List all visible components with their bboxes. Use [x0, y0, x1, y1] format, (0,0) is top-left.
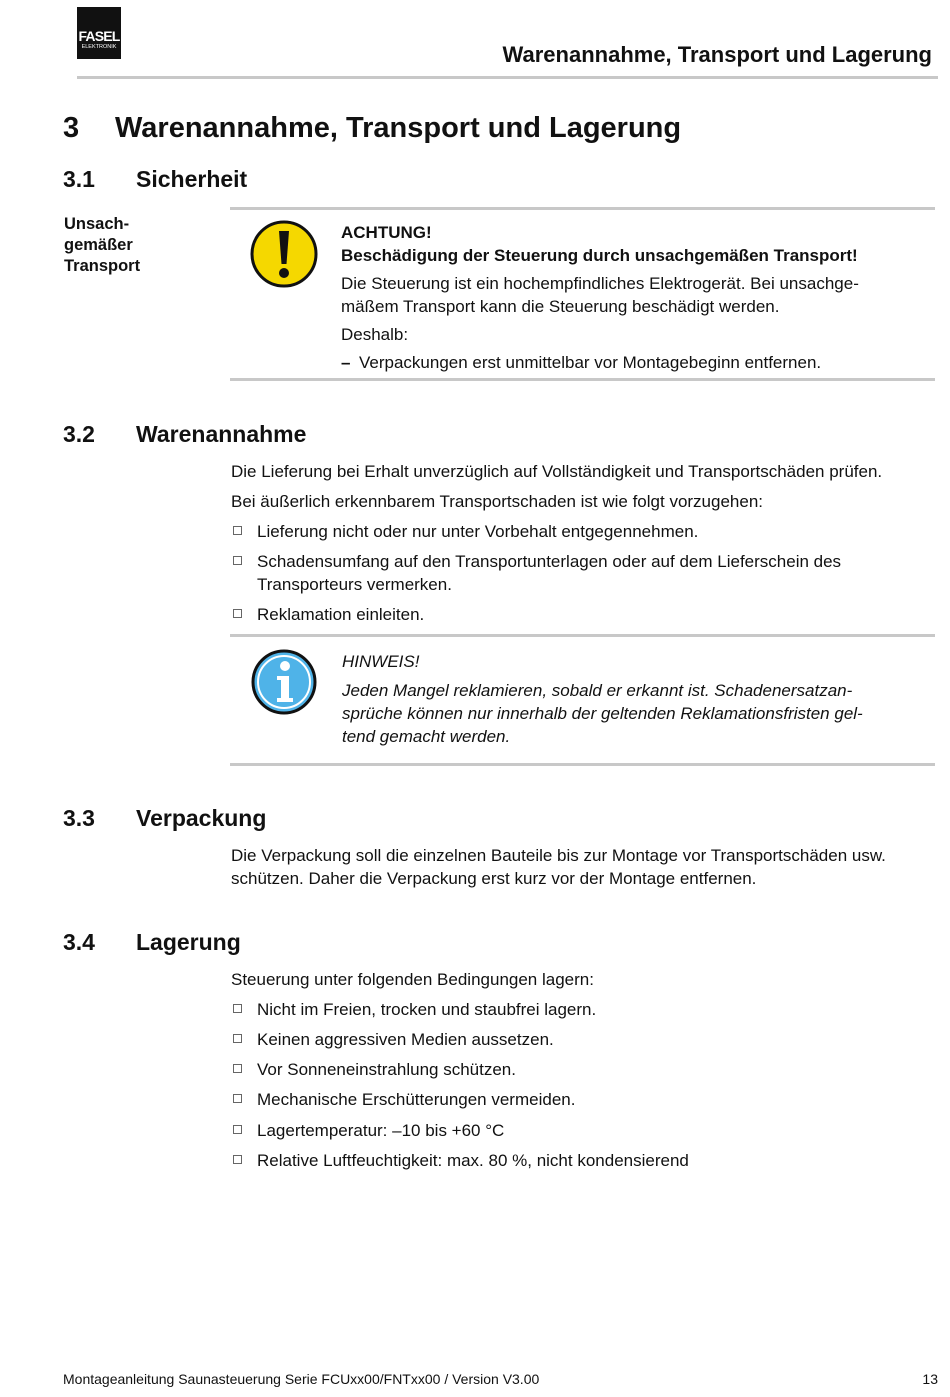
section-number: 3.4: [63, 929, 95, 955]
note-line: Jeden Mangel reklamieren, sobald er erkannt ist. Schadenersatzan-: [342, 681, 853, 700]
paragraph-line: schützen. Daher die Verpackung erst kurz vor der Montage entfernen.: [231, 869, 757, 888]
note-label: HINWEIS!: [342, 652, 420, 671]
section-number: 3.2: [63, 421, 95, 447]
margin-label-line: Unsach-: [64, 215, 130, 233]
section-title: Warenannahme: [136, 421, 307, 447]
exclamation-icon: [249, 219, 319, 289]
header-divider: [77, 76, 938, 79]
page-number: 13: [922, 1371, 938, 1387]
warning-body-line: mäßem Transport kann die Steuerung beschädigt werden.: [341, 297, 780, 316]
note-top-rule: [230, 634, 935, 637]
running-header-title: Warenannahme, Transport und Lagerung: [502, 42, 932, 67]
section-number: 3.1: [63, 166, 95, 192]
warning-heading: Beschädigung der Steuerung durch unsachgemäßen Transport!: [341, 246, 858, 265]
list-item: Relative Luftfeuchtigkeit: max. 80 %, nicht kondensierend: [257, 1151, 689, 1170]
list-item: Nicht im Freien, trocken und staubfrei lagern.: [257, 1000, 597, 1019]
square-bullet-icon: [233, 1064, 242, 1073]
section-title: Verpackung: [136, 805, 267, 831]
paragraph-line: Die Verpackung soll die einzelnen Bauteile bis zur Montage vor Transportschäden usw.: [231, 846, 886, 865]
square-bullet-icon: [233, 1155, 242, 1164]
list-item: Mechanische Erschütterungen vermeiden.: [257, 1090, 576, 1109]
list-item: Reklamation einleiten.: [257, 605, 425, 624]
logo-text: FASEL: [78, 28, 120, 44]
section-title: Lagerung: [136, 929, 241, 955]
warning-top-rule: [230, 207, 935, 210]
section-title: Sicherheit: [136, 166, 248, 192]
square-bullet-icon: [233, 526, 242, 535]
list-item: Lieferung nicht oder nur unter Vorbehalt entgegennehmen.: [257, 522, 699, 541]
margin-label-line: gemäßer: [64, 236, 133, 254]
warning-deshalb: Deshalb:: [341, 325, 409, 344]
square-bullet-icon: [233, 1094, 242, 1103]
chapter-number: 3: [63, 112, 80, 144]
margin-label: [64, 214, 140, 277]
paragraph: Die Lieferung bei Erhalt unverzüglich auf Vollständigkeit und Transportschäden prüfen.: [231, 462, 883, 481]
section-number: 3.3: [63, 805, 95, 831]
paragraph: Steuerung unter folgenden Bedingungen lagern:: [231, 970, 594, 989]
info-icon: [250, 648, 318, 716]
dash-marker: –: [341, 353, 351, 372]
note-line: sprüche können nur innerhalb der geltenden Reklamationsfristen gel-: [342, 704, 863, 723]
warning-body-line: Die Steuerung ist ein hochempfindliches Elektrogerät. Bei unsachge-: [341, 274, 859, 293]
square-bullet-icon: [233, 1125, 242, 1134]
note-bottom-rule: [230, 763, 935, 766]
chapter-title: Warenannahme, Transport und Lagerung: [115, 112, 682, 144]
margin-label-line: Transport: [64, 257, 141, 275]
logo-subtext: ELEKTRONIK: [81, 44, 117, 50]
section-heading-3-1: [63, 166, 247, 193]
list-item: Schadensumfang auf den Transportunterlagen oder auf dem Lieferschein des: [257, 552, 842, 571]
square-bullet-icon: [233, 1004, 242, 1013]
section-heading-3-2: [63, 421, 306, 448]
list-item: Lagertemperatur: –10 bis +60 °C: [257, 1121, 505, 1140]
square-bullet-icon: [233, 556, 242, 565]
warning-bottom-rule: [230, 378, 935, 381]
list-item: Keinen aggressiven Medien aussetzen.: [257, 1030, 554, 1049]
square-bullet-icon: [233, 1034, 242, 1043]
fasel-logo: [77, 7, 121, 59]
note-line: tend gemacht werden.: [342, 727, 511, 746]
section-heading-3-4: [63, 929, 241, 956]
warning-dash-item: Verpackungen erst unmittelbar vor Montagebeginn entfernen.: [359, 353, 822, 372]
paragraph: Bei äußerlich erkennbarem Transportschaden ist wie folgt vorzugehen:: [231, 492, 764, 511]
section-heading-3-3: [63, 805, 266, 832]
list-item: Vor Sonneneinstrahlung schützen.: [257, 1060, 516, 1079]
chapter-heading: [63, 112, 681, 145]
square-bullet-icon: [233, 609, 242, 618]
list-item-continuation: Transporteurs vermerken.: [257, 575, 452, 594]
footer-document-info: Montageanleitung Saunasteuerung Serie FCUxx00/FNTxx00 / Version V3.00: [63, 1371, 540, 1387]
warning-label: ACHTUNG!: [341, 223, 432, 242]
